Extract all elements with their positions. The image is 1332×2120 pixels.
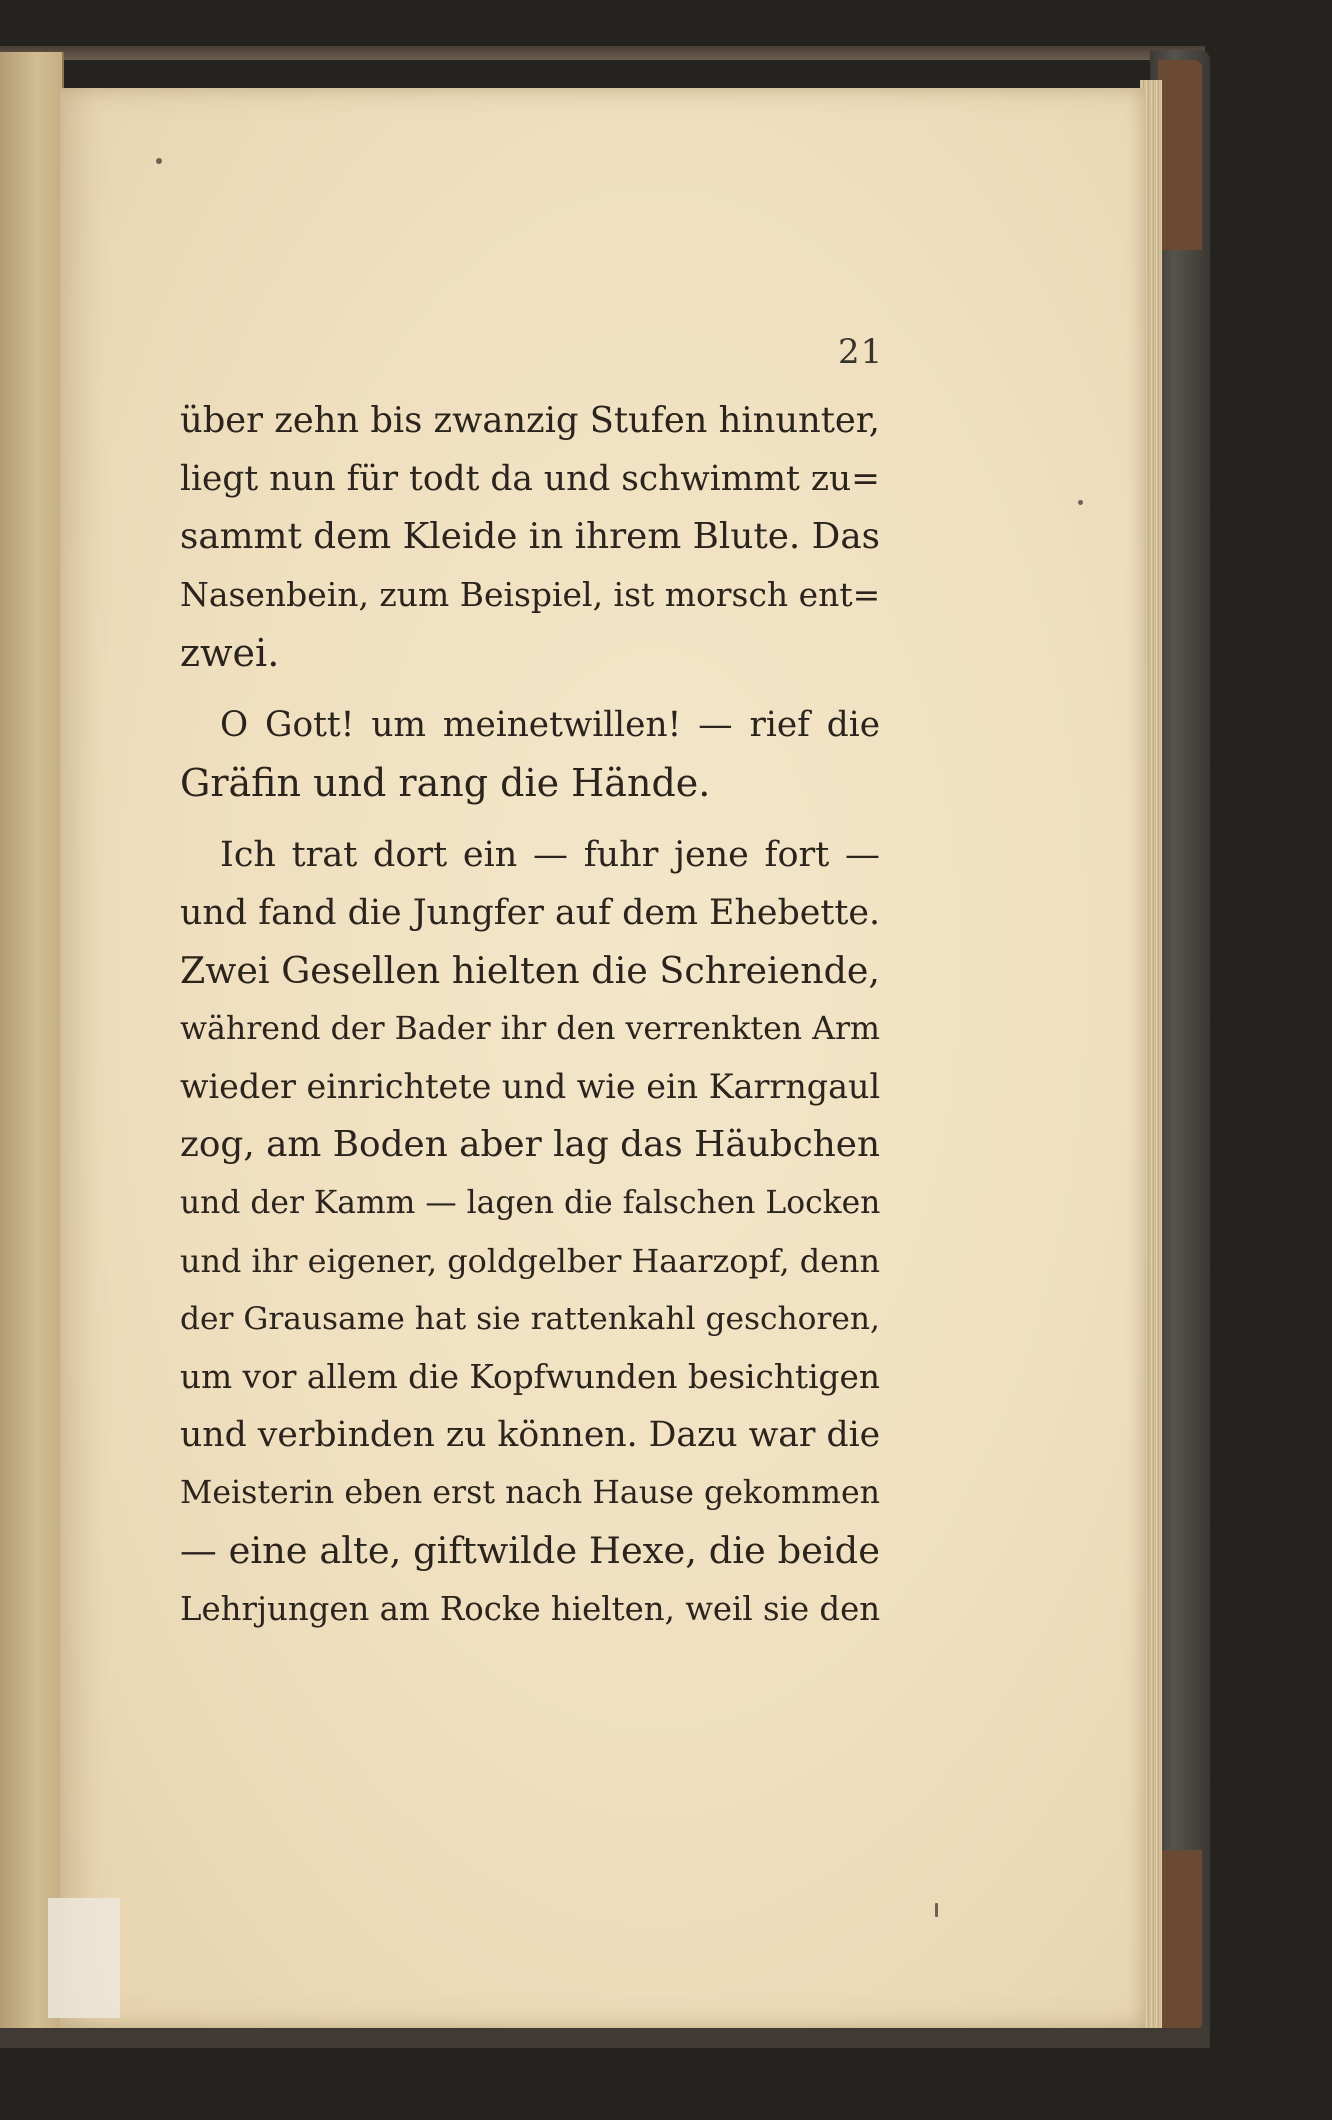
page-number: 21: [838, 332, 884, 372]
text-line: der Grausame hat sie rattenkahl geschoren,: [180, 1301, 880, 1337]
text-line: und der Kamm — lagen die falschen Locken: [180, 1185, 881, 1221]
text-line: Meisterin eben erst nach Hause gekommen: [180, 1475, 880, 1511]
paper-tape-mark: [48, 1898, 120, 2018]
text-line: Gräfin und rang die Hände.: [180, 761, 711, 805]
text-line: zwei.: [180, 631, 280, 675]
book-cover-bottom-edge: [0, 2028, 1210, 2048]
text-line: liegt nun für todt da und schwimmt zu=: [180, 459, 880, 499]
text-line: Zwei Gesellen hielten die Schreiende,: [180, 949, 880, 992]
leather-corner-bottom: [1158, 1850, 1202, 2030]
text-line: während der Bader ihr den verrenkten Arm: [180, 1011, 880, 1047]
text-line: und ihr eigener, goldgelber Haarzopf, denn: [180, 1242, 881, 1280]
text-line: und verbinden zu können. Dazu war die: [180, 1415, 881, 1455]
leather-corner-top: [1158, 60, 1202, 250]
previous-page-edge: [0, 52, 64, 2032]
text-line: Nasenbein, zum Beispiel, ist morsch ent=: [180, 575, 881, 614]
text-line: wieder einrichtete und wie ein Karrngaul: [180, 1067, 881, 1106]
paper-speck: [156, 158, 162, 164]
page-text: [180, 392, 880, 1638]
text-line: und fand die Jungfer auf dem Ehebette.: [180, 893, 881, 933]
paper-speck: [1078, 500, 1083, 505]
paper-speck: [935, 1903, 938, 1917]
text-line: sammt dem Kleide in ihrem Blute. Das: [180, 516, 880, 557]
text-line: über zehn bis zwanzig Stufen hinunter,: [180, 400, 880, 441]
text-line: zog, am Boden aber lag das Häubchen: [180, 1124, 881, 1165]
text-line: Lehrjungen am Rocke hielten, weil sie den: [180, 1590, 881, 1628]
book-cover-top-edge: [0, 46, 1205, 60]
text-line: um vor allem die Kopfwunden besichtigen: [180, 1358, 880, 1396]
text-line: Ich trat dort ein — fuhr jene fort —: [220, 835, 880, 875]
text-line: — eine alte, giftwilde Hexe, die beide: [180, 1529, 880, 1572]
text-line: O Gott! um meinetwillen! — rief die: [220, 705, 880, 745]
